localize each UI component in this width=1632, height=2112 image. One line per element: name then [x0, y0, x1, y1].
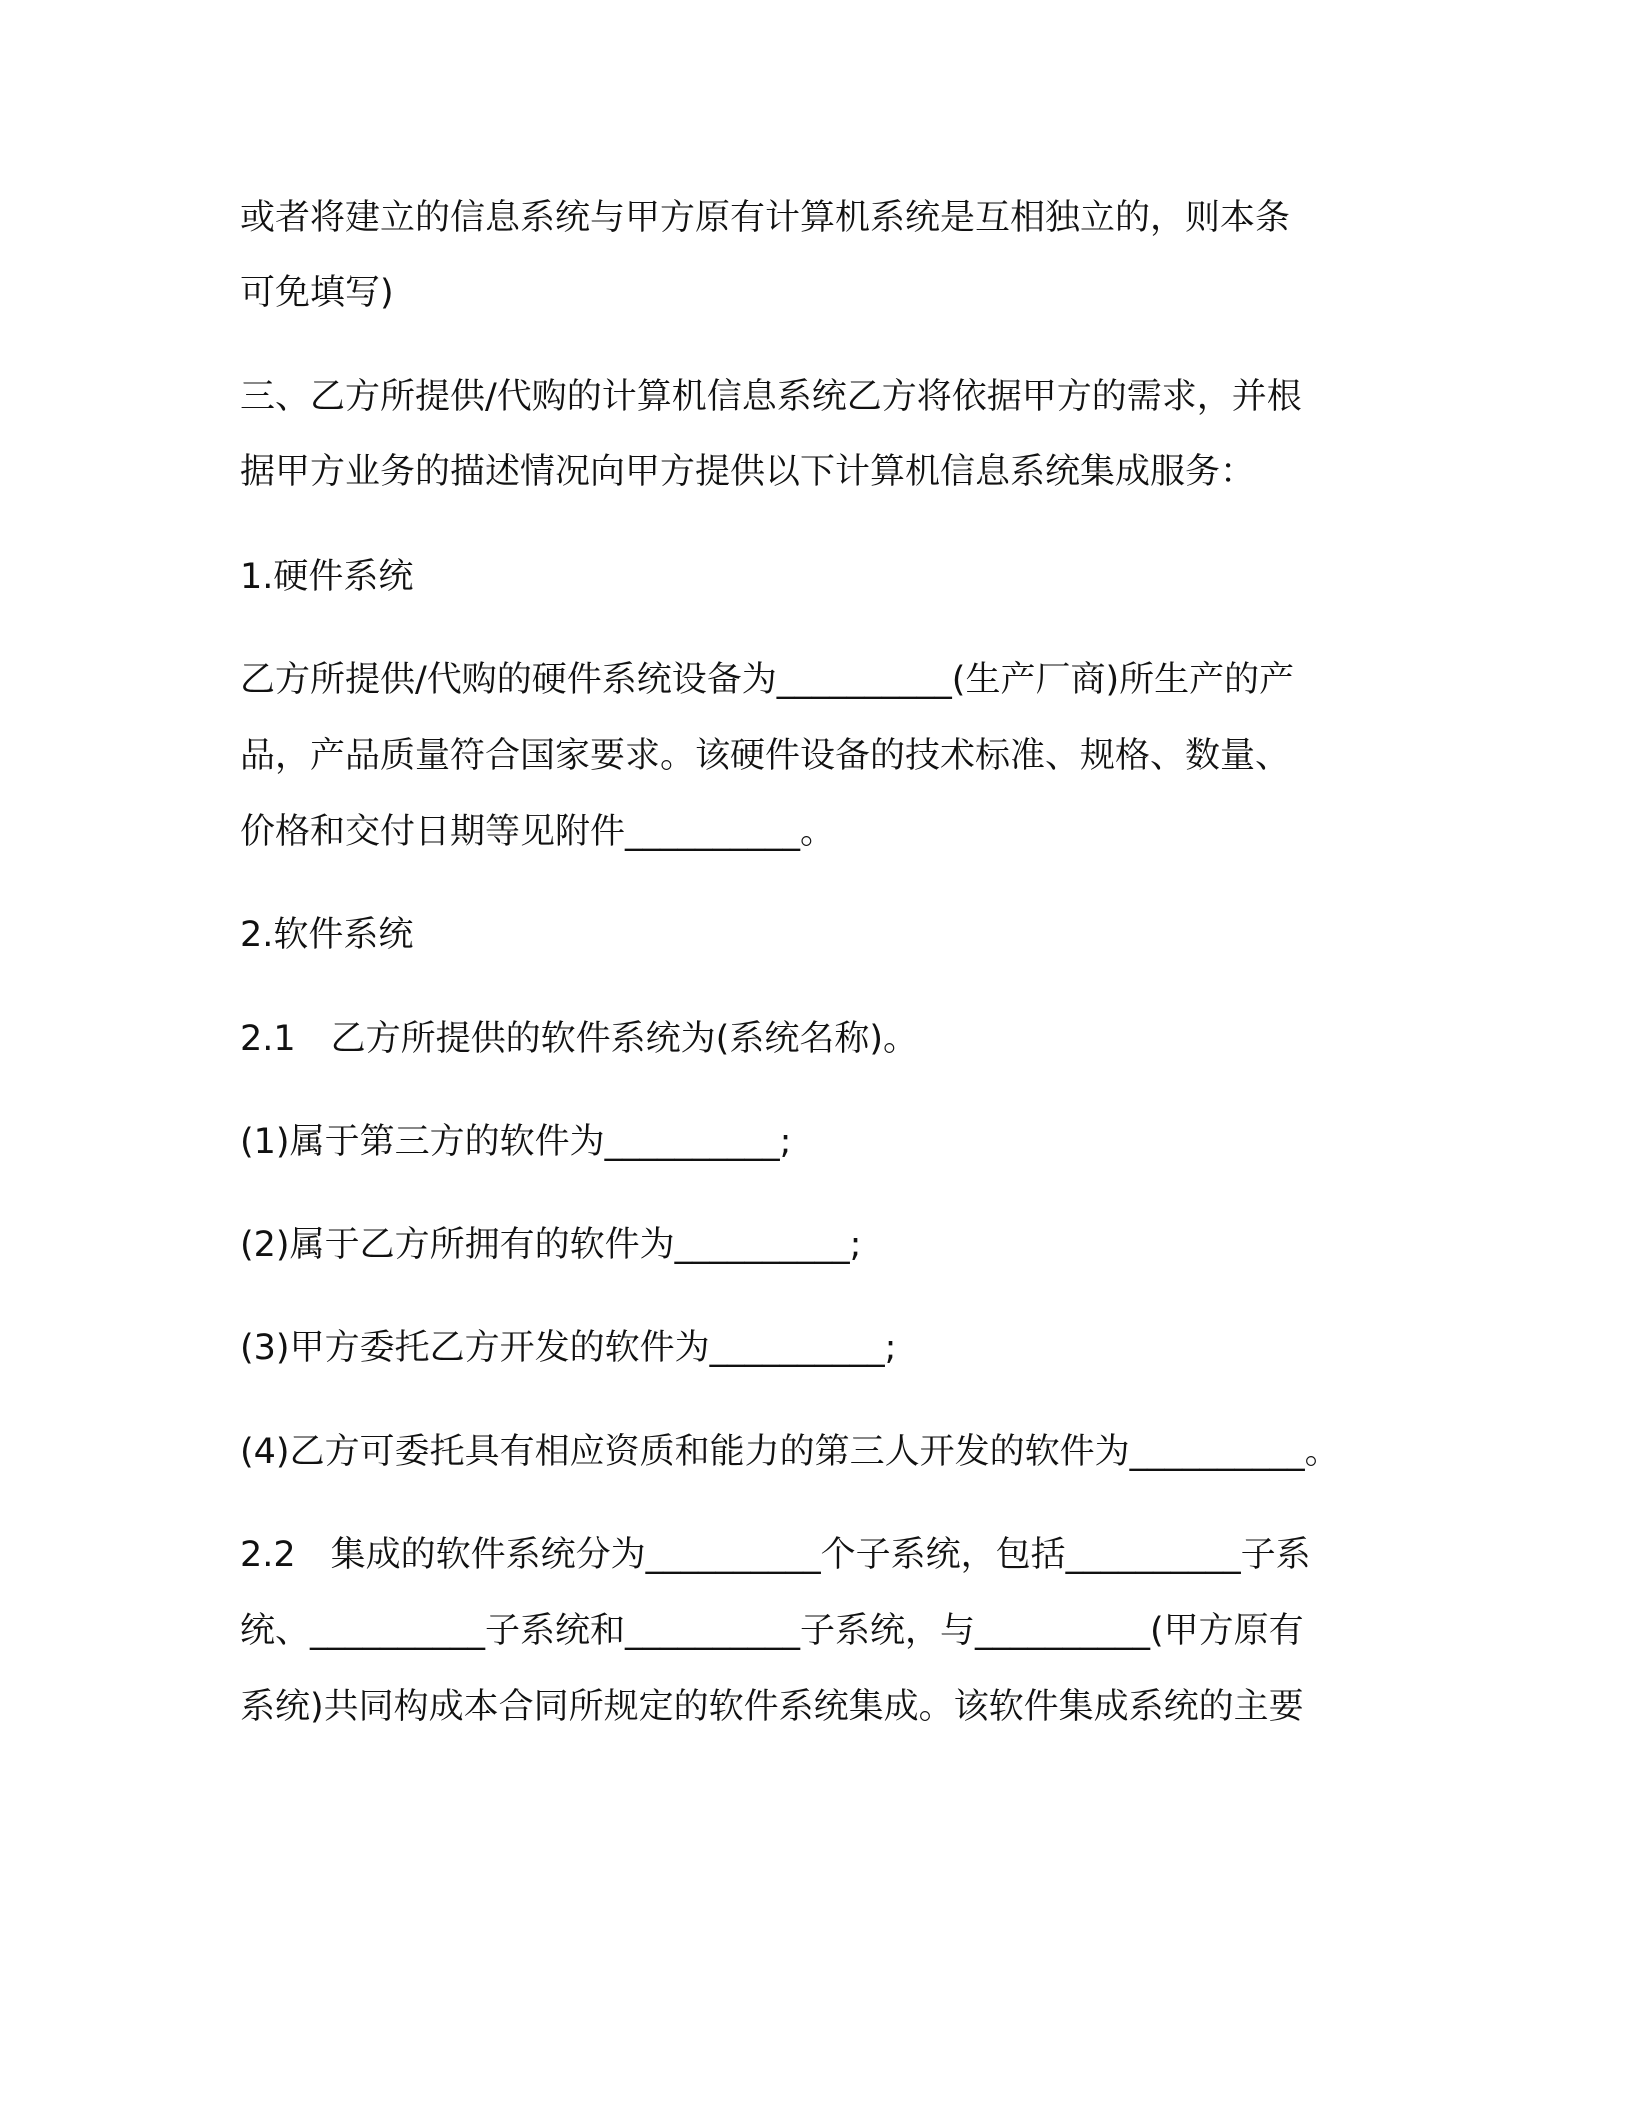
paragraph-line: 或者将建立的信息系统与甲方原有计算机系统是互相独立的，则本条 [240, 198, 1291, 238]
paragraph-line: 据甲方业务的描述情况向甲方提供以下计算机信息系统集成服务： [240, 452, 1256, 492]
paragraph-line: 乙方所提供/代购的硬件系统设备为__________(生产厂商)所生产的产 [240, 660, 1295, 700]
paragraph-line: 2.1 乙方所提供的软件系统为(系统名称)。 [240, 1019, 918, 1059]
paragraph-line: 可免填写) [240, 273, 394, 313]
paragraph-line: 系统)共同构成本合同所规定的软件系统集成。该软件集成系统的主要 [240, 1687, 1304, 1727]
list-item: (3)甲方委托乙方开发的软件为__________; [240, 1328, 897, 1368]
paragraph-line: 2.2 集成的软件系统分为__________个子系统，包括__________子系 [240, 1535, 1311, 1575]
list-item: (1)属于第三方的软件为__________; [240, 1122, 792, 1162]
list-item: (2)属于乙方所拥有的软件为__________; [240, 1225, 862, 1265]
paragraph-line: 三、乙方所提供/代购的计算机信息系统乙方将依据甲方的需求，并根 [240, 377, 1302, 417]
list-item: (4)乙方可委托具有相应资质和能力的第三人开发的软件为__________。 [240, 1432, 1340, 1472]
paragraph-line: 统、__________子系统和__________子系统，与__________(甲方原有 [240, 1611, 1304, 1651]
paragraph-line: 价格和交付日期等见附件__________。 [240, 812, 836, 852]
section-heading: 1.硬件系统 [240, 557, 414, 597]
paragraph-line: 品，产品质量符合国家要求。该硬件设备的技术标准、规格、数量、 [240, 736, 1291, 776]
section-heading: 2.软件系统 [240, 915, 414, 955]
